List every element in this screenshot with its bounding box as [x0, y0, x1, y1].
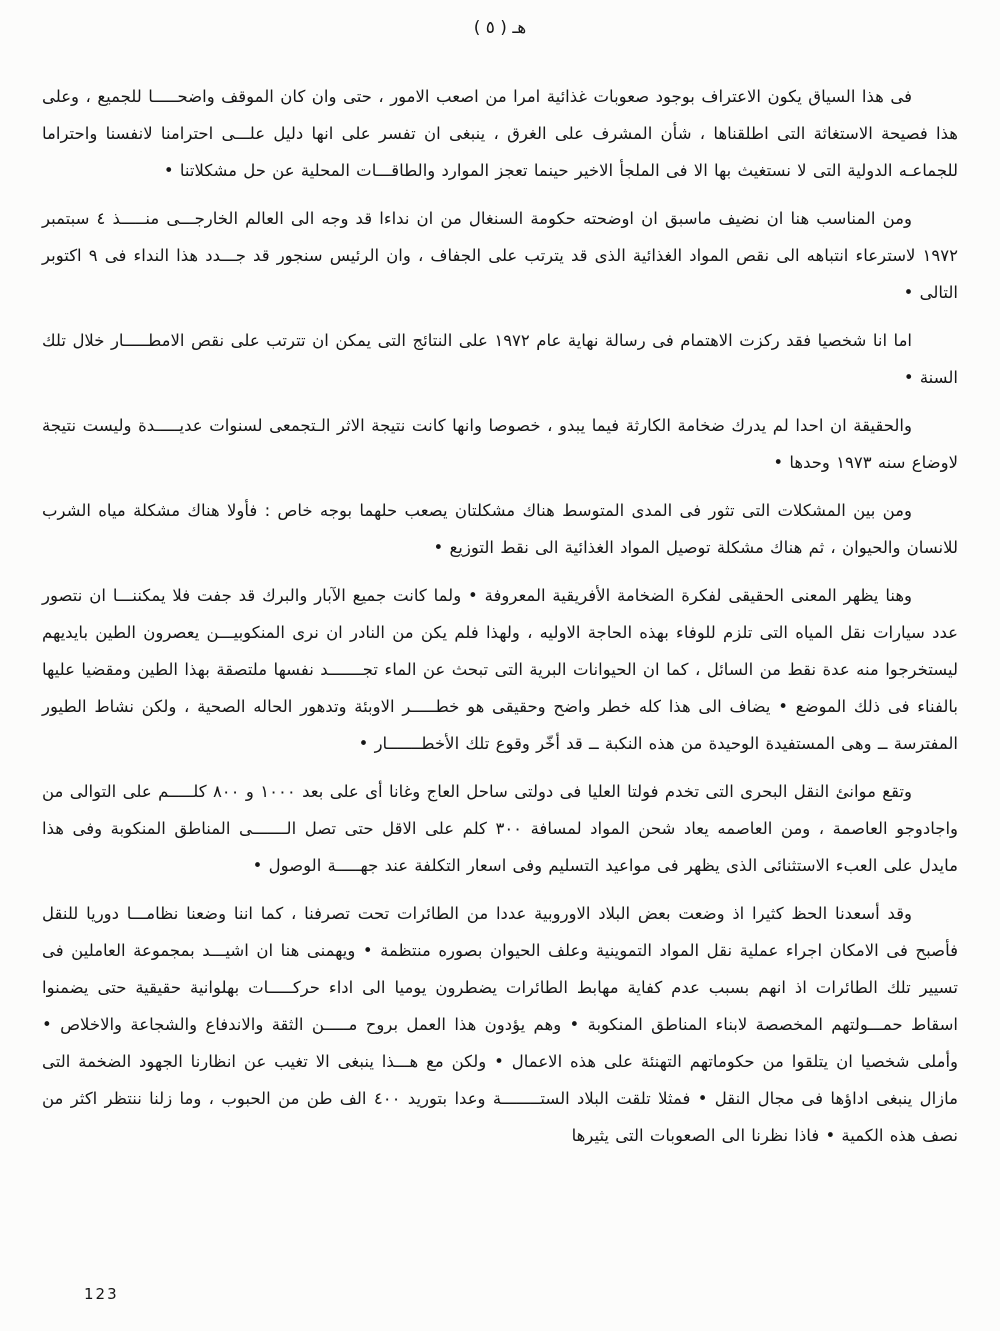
page-number: 123 — [84, 1285, 119, 1303]
paragraph-3: اما انا شخصيا فقد ركزت الاهتمام فى رسالة نهاية عام ١٩٧٢ على النتائج التى يمكن ان تترتب على نقص الامطـــــار خلال تلك السنة • — [42, 331, 958, 387]
paragraph-8: وقد أسعدنا الحظ كثيرا اذ وضعت بعض البلاد الاوروبية عددا من الطائرات تحت تصرفنا ، كما اننا وضعنا نظامـــا دوريا للنقل فأصبح فى الامكان اجراء عملية نقل المواد التموينية وعلف الحيوان بصوره منتظمة • ويهمنى هنا ان اشيـــد بمجموعة العاملين فى تسيير تلك الطائرات اذ انهم بسبب عدم كفاية مهابط الطائرات يضطرون يوميا الى اداء حركـــــات بهلوانية حقيقية حتى يضمنوا اسقاط حمـــولتهم المخصصة لابناء المناطق المنكوبة • وهم يؤدون هذا العمل بروح مـــــن الثقة والاندفاع والشجاعة والاخلاص • وأملى شخصيا ان يتلقوا من حكوماتهم التهنئة على هذه الاعمال • ولكن مع هـــذا ينبغى الا تغيب عن انظارنا الجهود الضخمة التى مازال ينبغى اداؤها فى مجال النقل • فمثلا تلقت البلاد الستــــــــة وعدا بتوريد ٤٠٠ الف طن من الحبوب ، وما زلنا ننتظر اكثر من نصف هذه الكمية • فاذا نظرنا الى الصعوبات التى يثيرها — [42, 904, 958, 1145]
paragraph-2: ومن المناسب هنا ان نضيف ماسبق ان اوضحته حكومة السنغال من ان نداءا قد وجه الى العالم الخارجـــى منـــــذ ٤ سبتمبر ١٩٧٢ لاسترعاء انتباهه الى نقص المواد الغذائية الذى قد يترتب على الجفاف ، وان الرئيس سنجور قد جـــدد هذا النداء فى ٩ اكتوبر التالى • — [42, 209, 958, 302]
paragraph-5: ومن بين المشكلات التى تثور فى المدى المتوسط هناك مشكلتان يصعب حلهما بوجه خاص : فأولا هناك مشكلة مياه الشرب للانسان والحيوان ، ثم هناك مشكلة توصيل المواد الغذائية الى نقط التوزيع • — [42, 501, 958, 557]
page-header: هـ ( ٥ ) — [473, 18, 527, 38]
document-body — [42, 78, 958, 1165]
paragraph-6: وهنا يظهر المعنى الحقيقى لفكرة الضخامة الأفريقية المعروفة • ولما كانت جميع الآبار والبرك قد جفت فلا يمكننـــا ان نتصور عدد سيارات نقل المياه التى تلزم للوفاء بهذه الحاجة الاوليه ، ولهذا فلم يكن من النادر ان نرى المنكوبيـــن يعصرون الطين بايديهم ليستخرجوا منه عدة نقط من السائل ، كما ان الحيوانات البرية التى تبحث عن الماء تجـــــــد نفسها ملتصقة بهذا الطين ومقضيا عليها بالفناء فى ذلك الموضع • يضاف الى هذا كله خطر واضح وحقيقى هو خطـــــر الاوبئة وتدهور الحاله الصحية ، ولكن نشاط الطيور المفترسة ــ وهى المستفيدة الوحيدة من هذه النكبة ــ قد أخّر وقوع تلك الأخطـــــــار • — [42, 586, 958, 753]
paragraph-1: فى هذا السياق يكون الاعتراف بوجود صعوبات غذائية امرا من اصعب الامور ، حتى وان كان الموقف واضحـــــا للجميع ، وعلى هذا فصيحة الاستغاثة التى اطلقناها ، شأن المشرف على الغرق ، ينبغى ان تفسر على انها دليل علـــى احترامنا لانفسنا واحتراما للجماعـه الدولية التى لا نستغيث بها الا فى الملجأ الاخير حينما تعجز الموارد والطاقـــات المحلية عن حل مشكلاتنا • — [42, 87, 958, 180]
paragraph-7: وتقع موانئ النقل البحرى التى تخدم فولتا العليا فى دولتى ساحل العاج وغانا أى على بعد ١٠٠٠ و ٨٠٠ كلـــــم على التوالى من واجادوجو العاصمة ، ومن العاصمه يعاد شحن المواد لمسافة ٣٠٠ كلم على الاقل حتى تصل الـــــــى المناطق المنكوبة وفى هذا مايدل على العبء الاستثنائى الذى يظهر فى مواعيد التسليم وفى اسعار التكلفة عند جهـــــة الوصول • — [42, 782, 958, 875]
paragraph-4: والحقيقة ان احدا لم يدرك ضخامة الكارثة فيما يبدو ، خصوصا وانها كانت نتيجة الاثر الـتجمعى لسنوات عديـــــدة وليست نتيجة لاوضاع سنه ١٩٧٣ وحدها • — [42, 416, 958, 472]
